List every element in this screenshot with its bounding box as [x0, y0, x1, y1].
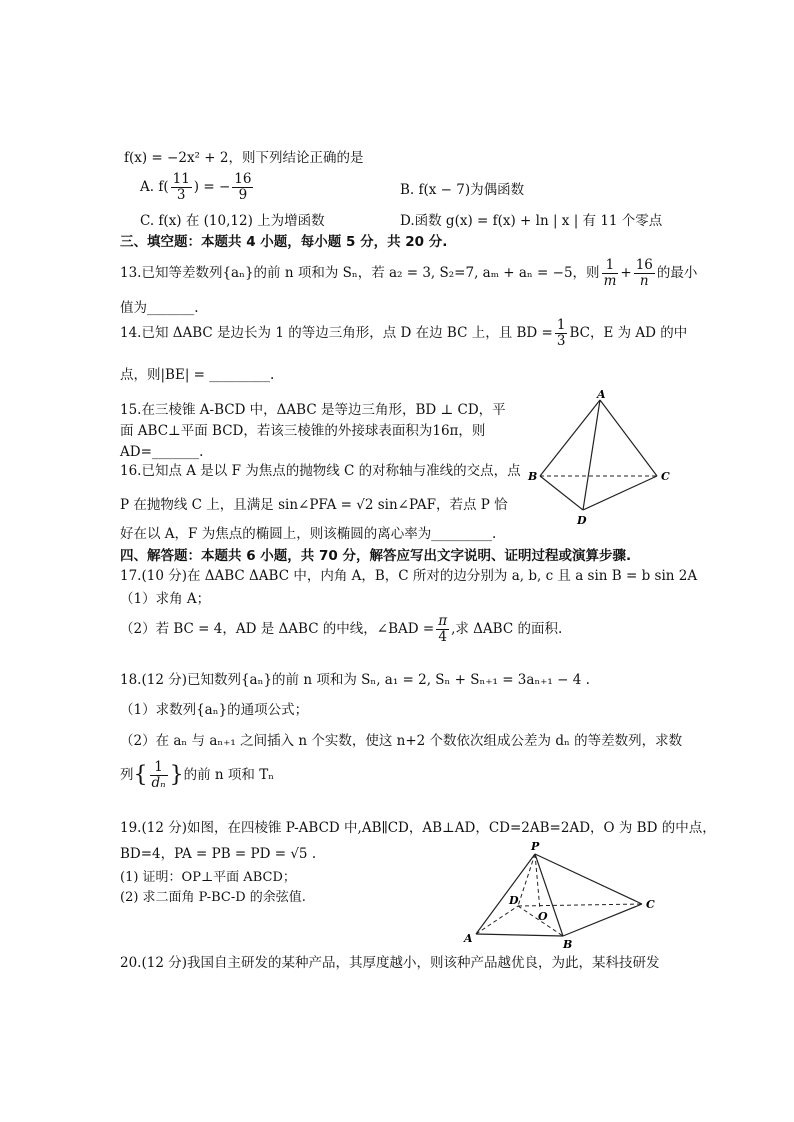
q19-part1: (1) 证明：OP⊥平面 ABCD； — [120, 870, 296, 885]
q18-line1: 18.(12 分)已知数列{aₙ}的前 n 项和为 Sₙ, a₁ = 2, Sₙ + Sₙ₊₁ = 3aₙ₊₁ − 4 . — [120, 672, 590, 688]
q16-line3: 好在以 A，F 为焦点的椭圆上，则该椭圆的离心率为_________. — [120, 526, 497, 542]
pyramid-figure — [460, 838, 665, 950]
fraction: $\frac{16}{9}$ — [234, 171, 252, 203]
fraction: $\frac{1}{3}$ — [556, 317, 566, 349]
fraction: $\frac{16}{n}$ — [635, 257, 653, 289]
q18-part1: （1）求数列{aₙ}的通项公式； — [120, 702, 309, 718]
fraction: $\frac{\pi}{4}$ — [438, 613, 448, 645]
q15-line3: AD=_______. — [120, 444, 204, 460]
q19-part2: (2) 求二面角 P-BC-D 的余弦值. — [120, 890, 306, 905]
vertex-label-o: O — [538, 910, 548, 923]
q16-line1: 16.已知点 A 是以 F 为焦点的抛物线 C 的对称轴与准线的交点，点 — [120, 463, 521, 479]
fraction: $\frac{1}{\text{dₙ}}$ — [151, 759, 166, 791]
q13-line2: 值为_______. — [120, 300, 199, 316]
q12-option-b: B. f(x − 7)为偶函数 — [400, 182, 525, 198]
q19-line2: BD=4，PA = PB = PD = √5 . — [120, 846, 317, 862]
q18-part2: （2）在 aₙ 与 aₙ₊₁ 之间插入 n 个实数，使这 n+2 个数依次组成公差为 dₙ 的等差数列，求数 — [120, 733, 683, 749]
q19-line1: 19.(12 分)如图，在四棱锥 P-ABCD 中,AB∥CD，AB⊥AD，CD=2AB=2AD，O 为 BD 的中点， — [120, 820, 716, 836]
vertex-label-c: C — [646, 898, 655, 911]
vertex-label-c: C — [661, 470, 670, 483]
q17-line1: 17.(10 分)在 ΔABC ΔABC 中，内角 A，B，C 所对的边分别为 a, b, c 且 a sin B = b sin 2A — [120, 568, 698, 584]
fraction: $\frac{1}{m}$ — [603, 257, 617, 289]
tetrahedron-figure — [525, 388, 690, 528]
section-heading-fill-in: 三、填空题：本题共 4 小题，每小题 5 分，共 20 分. — [120, 234, 448, 250]
q12-line1: f(x) = −2x² + 2，则下列结论正确的是 — [124, 150, 364, 166]
q12-option-a: A. f( $\frac{11}{3}$ ) = − $\frac{16}{9}$ — [140, 171, 252, 203]
q18-part2b: 列{ $\frac{1}{\text{dₙ}}$ }的前 n 项和 Tₙ — [120, 759, 275, 791]
vertex-label-a: A — [597, 388, 606, 401]
vertex-label-a: A — [464, 932, 473, 945]
fraction: $\frac{11}{3}$ — [172, 171, 190, 203]
vertex-label-d: D — [509, 894, 519, 907]
section-heading-solutions: 四、解答题：本题共 6 小题，共 70 分，解答应写出文字说明、证明过程或演算步骤. — [120, 548, 632, 564]
vertex-label-d: D — [577, 514, 587, 527]
q17-part2: （2）若 BC = 4，AD 是 ΔABC 的中线，∠BAD = $\frac{\pi}{4}$ ,求 ΔABC 的面积. — [120, 613, 563, 645]
vertex-label-b: B — [563, 938, 573, 950]
q14-line1: 14.已知 ΔABC 是边长为 1 的等边三角形，点 D 在边 BC 上，且 BD = $\frac{1}{3}$ BC，E 为 AD 的中 — [120, 317, 688, 349]
q15-line2: 面 ABC⊥平面 BCD，若该三棱锥的外接球表面积为16π，则 — [120, 423, 486, 439]
q16-line2: P 在抛物线 C 上，且满足 sin∠PFA = √2 sin∠PAF，若点 P 恰 — [120, 497, 508, 513]
vertex-label-p: P — [531, 840, 540, 853]
q15-line1: 15.在三棱锥 A-BCD 中，ΔABC 是等边三角形，BD ⊥ CD，平 — [120, 402, 506, 418]
q12-option-d: D.函数 g(x) = f(x) + ln | x | 有 11 个零点 — [400, 213, 663, 229]
vertex-label-b: B — [528, 470, 538, 483]
q13-line1: 13.已知等差数列{aₙ}的前 n 项和为 Sₙ，若 a₂ = 3, S₂=7, aₘ + aₙ = −5，则 $\frac{1}{m}$ + $\frac{16}{n}$ 的最小 — [120, 257, 698, 289]
q20-line1: 20.(12 分)我国自主研发的某种产品，其厚度越小，则该种产品越优良，为此，某科技研发 — [120, 955, 660, 971]
q14-line2: 点，则|BE| = _________. — [120, 367, 275, 383]
q12-option-c: C. f(x) 在 (10,12) 上为增函数 — [140, 213, 325, 229]
q17-part1: （1）求角 A； — [120, 591, 211, 607]
